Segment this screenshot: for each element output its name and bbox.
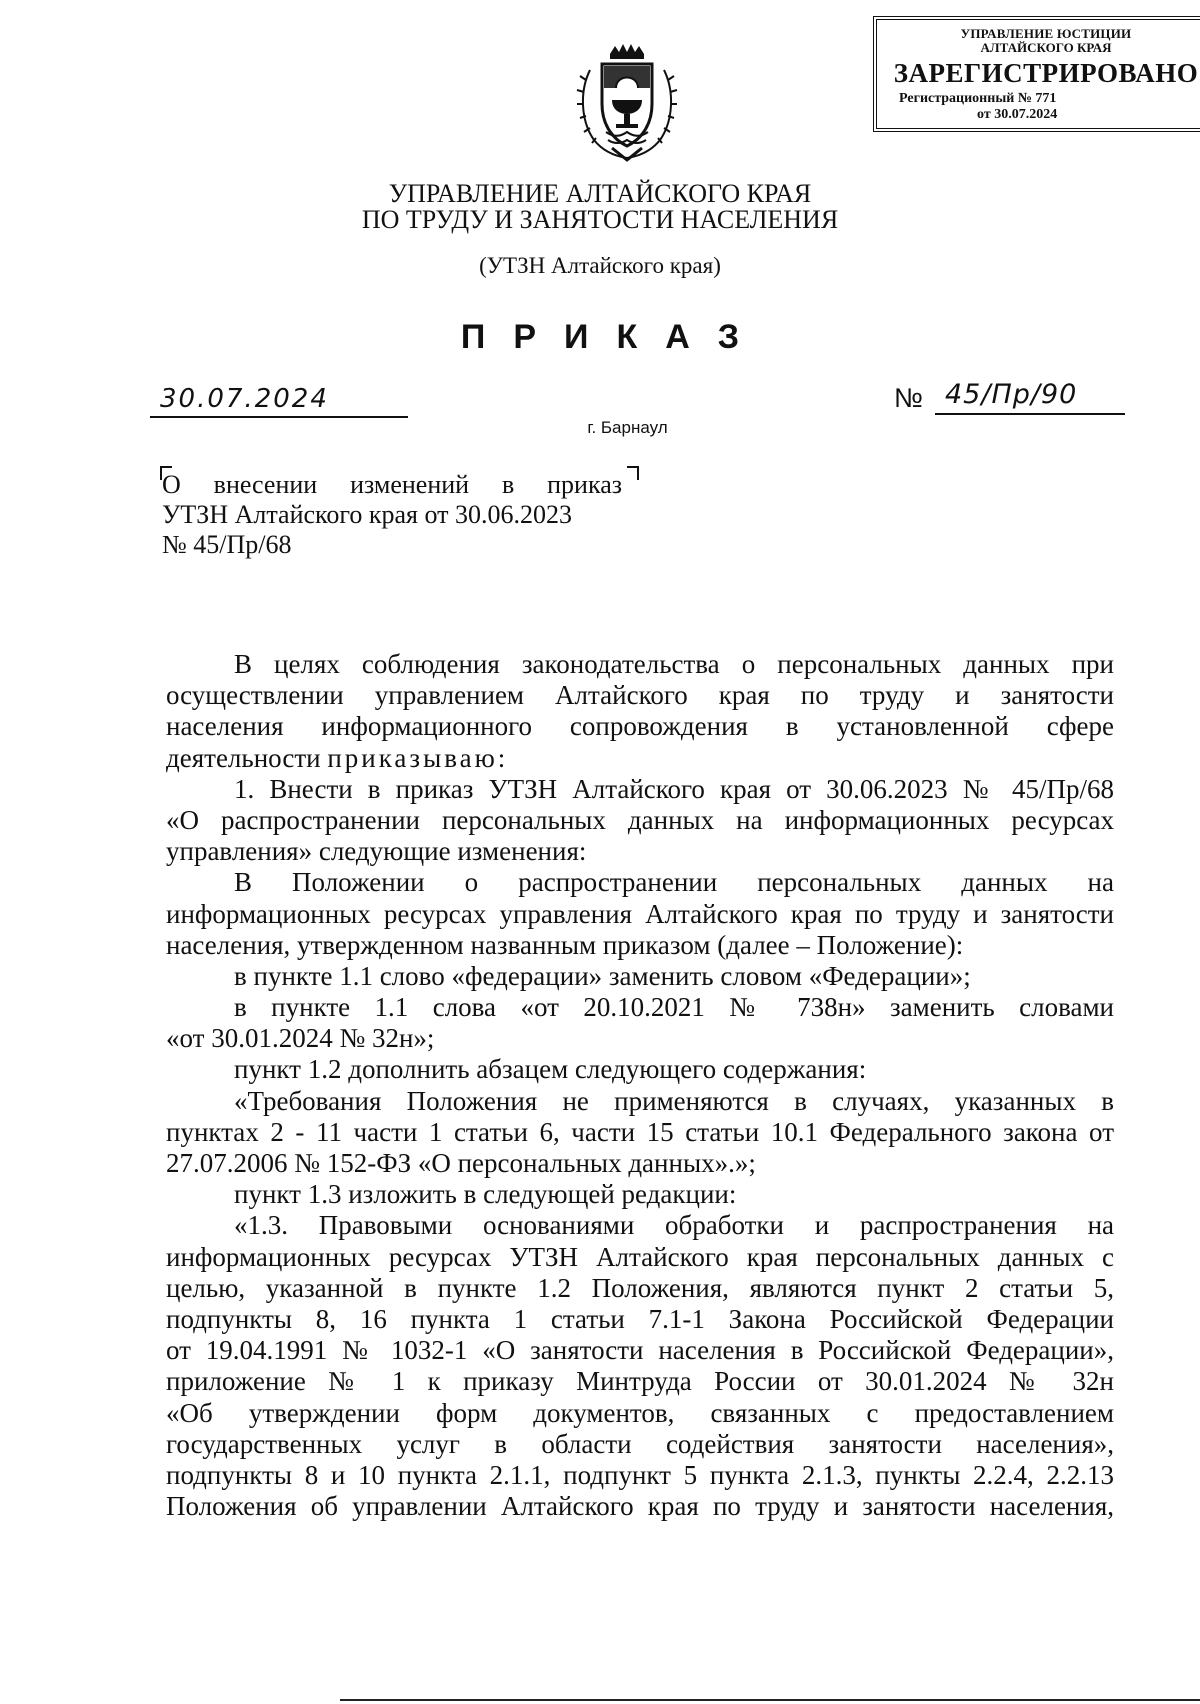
body-line: информационных ресурсах УТЗН Алтайского края персональных данных с bbox=[166, 1241, 1114, 1272]
handwritten-number: 45/Пр/90 bbox=[945, 379, 1078, 410]
body-line: подпункты 8, 16 пункта 1 статьи 7.1-1 Закона Российской Федерации bbox=[166, 1303, 1114, 1334]
body-line: 27.07.2006 № 152-ФЗ «О персональных данных».»; bbox=[166, 1148, 756, 1178]
subject-line3: № 45/Пр/68 bbox=[162, 530, 292, 559]
city: г. Барнаул bbox=[587, 418, 668, 437]
body-line: в пункте 1.1 слова «от 20.10.2021 № 738н» заменить словами bbox=[234, 992, 1114, 1023]
body-line: приложение № 1 к приказу Минтруда России от 30.01.2024 № 32н bbox=[166, 1366, 1114, 1397]
body-line: пунктах 2 - 11 части 1 статьи 6, части 15 статьи 10.1 Федерального закона от bbox=[166, 1116, 1114, 1147]
registration-stamp bbox=[873, 16, 1200, 132]
body-line: «от 30.01.2024 № 32н»; bbox=[166, 1023, 435, 1054]
body-line: населения информационного сопровождения в установленной сфере bbox=[166, 711, 1114, 742]
body-line: «О распространении персональных данных на информационных ресурсах bbox=[166, 804, 1114, 835]
stamp-org-line1: УПРАВЛЕНИЕ ЮСТИЦИИ bbox=[960, 26, 1132, 41]
body-line: «Об утверждении форм документов, связанных с предоставлением bbox=[166, 1397, 1114, 1428]
body-line: в пункте 1.1 слово «федерации» заменить словом «Федерации»; bbox=[234, 960, 971, 991]
document-body bbox=[166, 649, 1114, 1522]
subject-block bbox=[162, 470, 632, 560]
stamp-org-line2: АЛТАЙСКОГО КРАЯ bbox=[980, 40, 1112, 55]
body-line: целью, указанной в пункте 1.2 Положения, являются пункт 2 статьи 5, bbox=[166, 1272, 1114, 1303]
subject-line2: УТЗН Алтайского края от 30.06.2023 bbox=[162, 500, 572, 529]
body-line: пункт 1.2 дополнить абзацем следующего содержания: bbox=[234, 1054, 867, 1085]
body-line: В целях соблюдения законодательства о персональных данных при bbox=[234, 649, 1114, 679]
body-line: подпункты 8 и 10 пункта 2.1.1, подпункт 5 пункта 2.1.3, пункты 2.2.4, 2.2.13 bbox=[166, 1459, 1114, 1490]
body-line: управления» следующие изменения: bbox=[166, 836, 587, 867]
handwritten-date: 30.07.2024 bbox=[160, 384, 329, 414]
body-line: Положения об управлении Алтайского края по труду и занятости населения, bbox=[166, 1491, 1114, 1522]
number-label: № bbox=[894, 383, 923, 413]
page-bottom-rule bbox=[340, 1699, 1200, 1701]
body-line: государственных услуг в области содействия занятости населения», bbox=[166, 1428, 1114, 1459]
body-line: деятельности приказываю: bbox=[166, 742, 509, 773]
coat-of-arms-icon bbox=[572, 40, 682, 162]
org-abbreviation: (УТЗН Алтайского края) bbox=[479, 253, 721, 278]
stamp-reg-date: от 30.07.2024 bbox=[977, 107, 1058, 122]
body-line: пункт 1.3 изложить в следующей редакции: bbox=[234, 1179, 737, 1210]
document-type-title: ПРИКАЗ bbox=[460, 318, 768, 356]
subject-line1: О внесении изменений в приказ bbox=[162, 470, 622, 499]
body-line: В Положении о распространении персональных данных на bbox=[234, 867, 1114, 898]
org-name-line2: ПО ТРУДУ И ЗАНЯТОСТИ НАСЕЛЕНИЯ bbox=[361, 205, 839, 234]
body-line: «1.3. Правовыми основаниями обработки и распространения на bbox=[234, 1210, 1114, 1241]
body-line: информационных ресурсах управления Алтайского края по труду и занятости bbox=[166, 898, 1114, 929]
body-line: 1. Внести в приказ УТЗН Алтайского края от 30.06.2023 № 45/Пр/68 bbox=[234, 773, 1114, 804]
stamp-status: ЗАРЕГИСТРИРОВАНО bbox=[893, 58, 1199, 88]
body-line: осуществлении управлением Алтайского края по труду и занятости bbox=[166, 680, 1114, 711]
body-line: от 19.04.1991 № 1032-1 «О занятости населения в Российской Федерации», bbox=[166, 1335, 1114, 1366]
org-name-line1: УПРАВЛЕНИЕ АЛТАЙСКОГО КРАЯ bbox=[388, 179, 812, 208]
body-line: населения, утвержденном названным приказом (далее – Положение): bbox=[166, 929, 964, 960]
stamp-reg-number: Регистрационный № 771 bbox=[899, 91, 1057, 106]
body-line: «Требования Положения не применяются в случаях, указанных в bbox=[234, 1085, 1114, 1116]
order-keyword: приказываю: bbox=[327, 742, 509, 773]
